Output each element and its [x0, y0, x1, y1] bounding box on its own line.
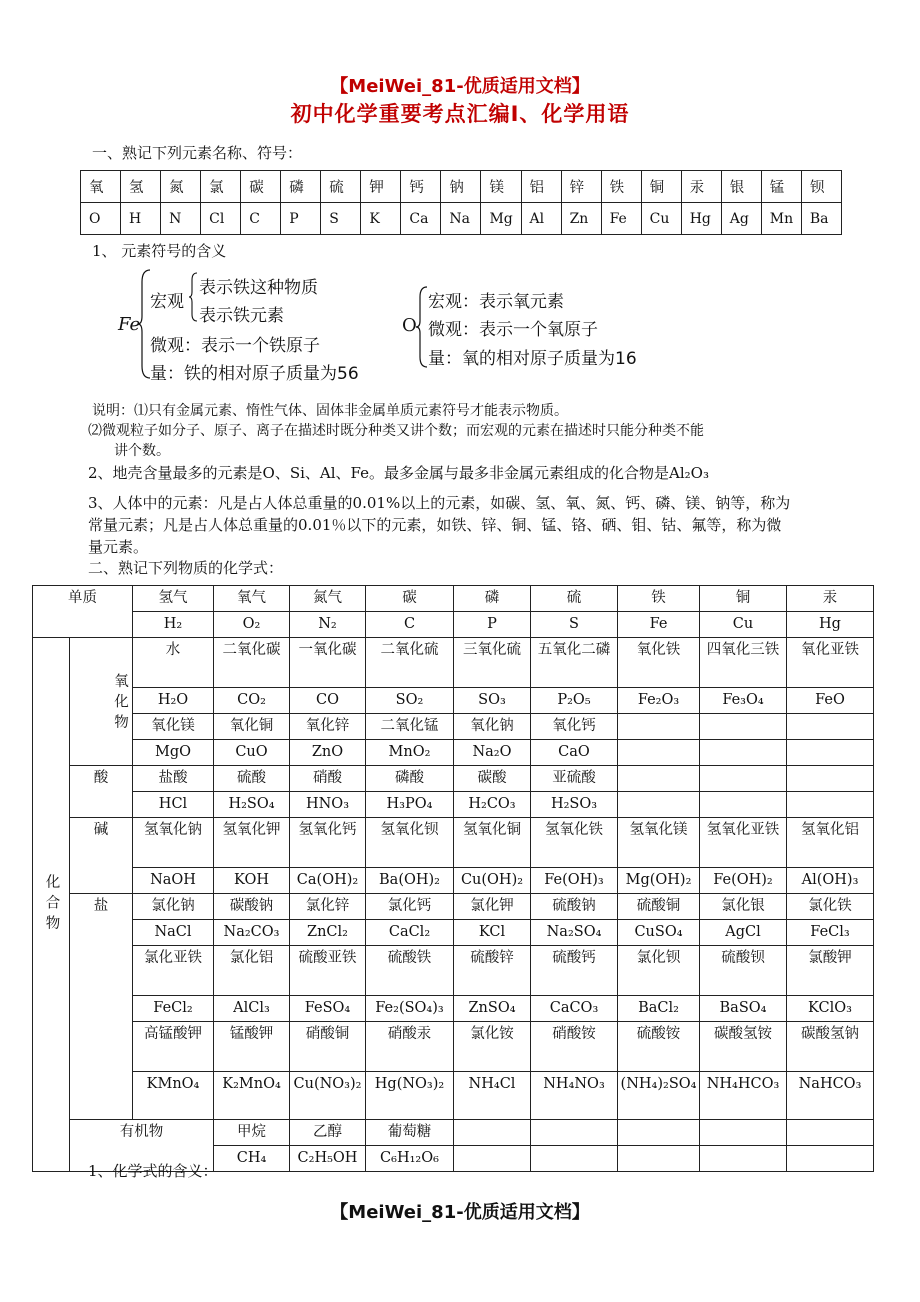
substance-name-cell: 氧化镁 — [133, 714, 214, 740]
element-symbol-cell: O — [81, 203, 121, 235]
element-name-cell: 铁 — [601, 171, 641, 203]
substance-name-cell: 氧化钠 — [454, 714, 531, 740]
category-compound: 化合物 — [33, 638, 70, 1172]
body-note-3: 量元素。 — [88, 538, 149, 556]
substance-formula-cell: C — [366, 612, 454, 638]
substance-name-cell: 二氧化锰 — [366, 714, 454, 740]
compound-name-row — [33, 1120, 874, 1146]
substance-name-cell: 硫酸铜 — [618, 894, 700, 920]
o-mass: 量：氧的相对原子质量为16 — [428, 349, 637, 369]
compound-name-row — [33, 638, 874, 688]
substance-formula-cell — [787, 740, 874, 766]
substance-name-cell: 汞 — [787, 586, 874, 612]
substance-formula-cell: O₂ — [214, 612, 290, 638]
element-name-cell: 碳 — [241, 171, 281, 203]
crust-note: 2、地壳含量最多的元素是O、Si、Al、Fe。最多金属与最多非金属元素组成的化合物是Al₂O₃ — [88, 464, 709, 482]
substance-name-cell: 氯化铁 — [787, 894, 874, 920]
substance-formula-cell: Fe(OH)₂ — [700, 868, 787, 894]
substance-name-cell: 氧化铜 — [214, 714, 290, 740]
substance-formula-cell: Cu(OH)₂ — [454, 868, 531, 894]
substance-formula-cell: FeCl₂ — [133, 996, 214, 1022]
element-symbol-cell: Ag — [721, 203, 761, 235]
substance-formula-cell — [454, 1146, 531, 1172]
compound-formula-row — [33, 996, 874, 1022]
page-header: 【MeiWei_81-优质适用文档】 — [330, 76, 590, 97]
compound-name-row — [33, 946, 874, 996]
substance-name-cell: 硫 — [531, 586, 618, 612]
substance-name-cell — [454, 1120, 531, 1146]
substance-formula-cell: SO₂ — [366, 688, 454, 714]
substance-formula-cell: Al(OH)₃ — [787, 868, 874, 894]
substance-formula-cell: FeSO₄ — [290, 996, 366, 1022]
substance-name-cell: 一氧化碳 — [290, 638, 366, 688]
substance-formula-cell: CH₄ — [214, 1146, 290, 1172]
substance-formula-cell — [618, 740, 700, 766]
substance-formula-cell: N₂ — [290, 612, 366, 638]
note-2b: 讲个数。 — [114, 443, 170, 459]
page-title: 初中化学重要考点汇编Ⅰ、化学用语 — [290, 102, 630, 126]
substance-name-cell: 二氧化碳 — [214, 638, 290, 688]
element-name-cell: 氧 — [81, 171, 121, 203]
substance-formula-cell: Hg(NO₃)₂ — [366, 1072, 454, 1120]
substance-name-cell: 硫酸锌 — [454, 946, 531, 996]
substance-formula-cell: HCl — [133, 792, 214, 818]
substance-name-cell — [700, 766, 787, 792]
substance-name-cell: 碳酸氢钠 — [787, 1022, 874, 1072]
substance-formula-cell: Cu — [700, 612, 787, 638]
substance-name-cell: 氧气 — [214, 586, 290, 612]
substance-name-cell: 磷 — [454, 586, 531, 612]
substance-name-cell: 碳酸钠 — [214, 894, 290, 920]
element-symbol-cell: N — [161, 203, 201, 235]
substance-formula-cell: CaCl₂ — [366, 920, 454, 946]
substance-formula-cell: MgO — [133, 740, 214, 766]
substance-name-cell: 亚硫酸 — [531, 766, 618, 792]
substance-formula-cell: AlCl₃ — [214, 996, 290, 1022]
element-symbol-cell: Ba — [801, 203, 841, 235]
substance-formula-cell: Fe₂(SO₄)₃ — [366, 996, 454, 1022]
fe-micro: 微观：表示一个铁原子 — [150, 336, 320, 356]
substance-name-cell: 氧化锌 — [290, 714, 366, 740]
substance-name-cell: 氢氧化亚铁 — [700, 818, 787, 868]
element-symbol-cell: Cu — [641, 203, 681, 235]
substance-name-cell: 氯化钙 — [366, 894, 454, 920]
substance-name-cell: 铜 — [700, 586, 787, 612]
substance-name-cell — [787, 766, 874, 792]
element-symbol-cell: Na — [441, 203, 481, 235]
substance-name-cell: 氯化亚铁 — [133, 946, 214, 996]
substance-formula-cell: Mg(OH)₂ — [618, 868, 700, 894]
substance-formula-cell: Fe₂O₃ — [618, 688, 700, 714]
substance-formula-cell: K₂MnO₄ — [214, 1072, 290, 1120]
substance-name-cell: 氯酸钾 — [787, 946, 874, 996]
substance-formula-cell: C₆H₁₂O₆ — [366, 1146, 454, 1172]
substance-formula-cell: FeCl₃ — [787, 920, 874, 946]
substance-name-cell: 氯化钠 — [133, 894, 214, 920]
formula-meaning-heading: 1、化学式的含义： — [88, 1162, 218, 1180]
substance-name-cell: 磷酸 — [366, 766, 454, 792]
fe-macro-brace — [188, 272, 198, 322]
substance-name-cell: 乙醇 — [290, 1120, 366, 1146]
substance-name-cell: 硫酸 — [214, 766, 290, 792]
element-name-cell: 钠 — [441, 171, 481, 203]
substance-formula-cell: P₂O₅ — [531, 688, 618, 714]
body-note-2: 常量元素；凡是占人体总重量的0.01％以下的元素，如铁、锌、铜、锰、铬、硒、钼、钴、氟等，称为微 — [88, 516, 782, 534]
element-name-cell: 磷 — [281, 171, 321, 203]
element-symbol-cell: Zn — [561, 203, 601, 235]
substance-formula-cell: Fe — [618, 612, 700, 638]
element-name-cell: 银 — [721, 171, 761, 203]
substance-name-cell — [618, 1120, 700, 1146]
substance-formula-cell: NH₄Cl — [454, 1072, 531, 1120]
compound-formula-row — [33, 740, 874, 766]
substance-name-cell: 葡萄糖 — [366, 1120, 454, 1146]
substance-name-cell — [700, 714, 787, 740]
substance-name-cell: 硫酸钠 — [531, 894, 618, 920]
compound-formula-row — [33, 688, 874, 714]
substance-name-cell: 氢氧化镁 — [618, 818, 700, 868]
substance-formula-cell — [531, 1146, 618, 1172]
page-footer: 【MeiWei_81-优质适用文档】 — [330, 1202, 590, 1223]
substance-formula-cell: H₂SO₃ — [531, 792, 618, 818]
substance-formula-cell: FeO — [787, 688, 874, 714]
substance-formula-cell: MnO₂ — [366, 740, 454, 766]
element-symbol-cell: Mn — [761, 203, 801, 235]
substance-formula-cell: HNO₃ — [290, 792, 366, 818]
substance-name-cell: 氯化铵 — [454, 1022, 531, 1072]
substance-name-cell: 氯化铝 — [214, 946, 290, 996]
element-symbols-row — [81, 203, 842, 235]
compound-name-row — [33, 714, 874, 740]
element-symbol-cell: P — [281, 203, 321, 235]
substance-formula-cell: P — [454, 612, 531, 638]
substance-formula-cell: Ba(OH)₂ — [366, 868, 454, 894]
substance-formula-cell: ZnSO₄ — [454, 996, 531, 1022]
element-symbol-cell: Hg — [681, 203, 721, 235]
element-name-cell: 钙 — [401, 171, 441, 203]
fe-symbol: Fe — [118, 314, 141, 335]
substance-formula-cell: KClO₃ — [787, 996, 874, 1022]
substance-name-cell: 硝酸 — [290, 766, 366, 792]
substance-name-cell: 四氧化三铁 — [700, 638, 787, 688]
substance-name-cell: 五氧化二磷 — [531, 638, 618, 688]
substance-formula-cell: H₂ — [133, 612, 214, 638]
substance-name-cell: 氢氧化钙 — [290, 818, 366, 868]
element-symbol-cell: Ca — [401, 203, 441, 235]
substance-formula-cell: NaHCO₃ — [787, 1072, 874, 1120]
substance-name-cell: 氯化钡 — [618, 946, 700, 996]
substance-formula-cell: CuSO₄ — [618, 920, 700, 946]
substance-formula-cell: Cu(NO₃)₂ — [290, 1072, 366, 1120]
element-name-cell: 汞 — [681, 171, 721, 203]
element-name-cell: 氮 — [161, 171, 201, 203]
substance-name-cell: 氢气 — [133, 586, 214, 612]
substance-name-cell: 氢氧化钠 — [133, 818, 214, 868]
substance-name-cell: 硫酸钡 — [700, 946, 787, 996]
element-name-cell: 铝 — [521, 171, 561, 203]
substance-name-cell: 锰酸钾 — [214, 1022, 290, 1072]
element-symbol-cell: K — [361, 203, 401, 235]
substance-name-cell: 碳酸氢铵 — [700, 1022, 787, 1072]
note-1: 说明：⑴只有金属元素、惰性气体、固体非金属单质元素符号才能表示物质。 — [92, 403, 568, 419]
substance-name-cell: 硝酸铵 — [531, 1022, 618, 1072]
substance-formula-cell: ZnCl₂ — [290, 920, 366, 946]
substance-name-cell — [787, 714, 874, 740]
substance-name-cell: 甲烷 — [214, 1120, 290, 1146]
substance-name-cell: 三氧化硫 — [454, 638, 531, 688]
element-symbol-cell: Mg — [481, 203, 521, 235]
o-brace — [416, 285, 428, 369]
substance-name-cell: 氧化钙 — [531, 714, 618, 740]
substance-formula-cell: ZnO — [290, 740, 366, 766]
substance-name-cell: 氢氧化铜 — [454, 818, 531, 868]
substance-name-cell: 硫酸钙 — [531, 946, 618, 996]
compound-table — [32, 585, 874, 1172]
substance-name-cell: 硫酸铁 — [366, 946, 454, 996]
substance-formula-cell: CaCO₃ — [531, 996, 618, 1022]
substance-name-cell: 氯化银 — [700, 894, 787, 920]
compound-formula-row — [33, 868, 874, 894]
meaning-heading: 1、 元素符号的含义 — [92, 242, 227, 260]
element-name-cell: 锌 — [561, 171, 601, 203]
substance-formula-cell — [618, 1146, 700, 1172]
substance-formula-cell: NH₄NO₃ — [531, 1072, 618, 1120]
substance-name-cell: 二氧化硫 — [366, 638, 454, 688]
substance-formula-cell: CO — [290, 688, 366, 714]
substance-name-cell: 氢氧化钡 — [366, 818, 454, 868]
element-symbol-cell: Cl — [201, 203, 241, 235]
fe-macro-2: 表示铁元素 — [199, 306, 284, 326]
substance-formula-cell — [787, 1146, 874, 1172]
substance-formula-cell: Ca(OH)₂ — [290, 868, 366, 894]
category-base: 碱 — [70, 818, 133, 894]
substance-name-cell: 碳酸 — [454, 766, 531, 792]
compound-formula-row — [33, 792, 874, 818]
category-single: 单质 — [33, 586, 133, 638]
substance-name-cell: 硝酸铜 — [290, 1022, 366, 1072]
substance-name-cell: 氧化亚铁 — [787, 638, 874, 688]
category-acid: 酸 — [70, 766, 133, 818]
element-name-cell: 硫 — [321, 171, 361, 203]
substance-formula-cell — [618, 792, 700, 818]
substance-name-cell: 盐酸 — [133, 766, 214, 792]
substance-formula-cell: CaO — [531, 740, 618, 766]
compound-formula-row — [33, 612, 874, 638]
element-name-cell: 氢 — [121, 171, 161, 203]
element-symbol-cell: C — [241, 203, 281, 235]
substance-name-cell: 高锰酸钾 — [133, 1022, 214, 1072]
section2-heading: 二、熟记下列物质的化学式： — [88, 559, 284, 577]
substance-formula-cell: KMnO₄ — [133, 1072, 214, 1120]
body-note-1: 3、人体中的元素：凡是占人体总重量的0.01%以上的元素，如碳、氢、氧、氮、钙、磷、镁、钠等，称为 — [88, 494, 791, 512]
substance-formula-cell: S — [531, 612, 618, 638]
substance-name-cell: 氢氧化钾 — [214, 818, 290, 868]
element-name-cell: 氯 — [201, 171, 241, 203]
substance-formula-cell: KOH — [214, 868, 290, 894]
substance-name-cell — [787, 1120, 874, 1146]
fe-mass: 量：铁的相对原子质量为56 — [150, 364, 359, 384]
substance-formula-cell — [700, 740, 787, 766]
substance-name-cell: 氢氧化铁 — [531, 818, 618, 868]
fe-macro-label: 宏观 — [150, 292, 184, 312]
compound-name-row — [33, 1022, 874, 1072]
substance-name-cell: 碳 — [366, 586, 454, 612]
substance-formula-cell: AgCl — [700, 920, 787, 946]
substance-name-cell — [531, 1120, 618, 1146]
o-macro: 宏观：表示氧元素 — [428, 292, 564, 312]
element-name-cell: 铜 — [641, 171, 681, 203]
substance-formula-cell: BaSO₄ — [700, 996, 787, 1022]
compound-name-row — [33, 586, 874, 612]
element-name-cell: 钾 — [361, 171, 401, 203]
substance-formula-cell: C₂H₅OH — [290, 1146, 366, 1172]
substance-formula-cell: BaCl₂ — [618, 996, 700, 1022]
substance-name-cell: 氮气 — [290, 586, 366, 612]
o-symbol: O — [402, 315, 417, 336]
substance-formula-cell: Na₂CO₃ — [214, 920, 290, 946]
element-name-cell: 钡 — [801, 171, 841, 203]
section1-heading: 一、熟记下列元素名称、符号： — [92, 144, 303, 162]
substance-formula-cell: NaOH — [133, 868, 214, 894]
substance-name-cell: 硫酸亚铁 — [290, 946, 366, 996]
compound-formula-row — [33, 1072, 874, 1120]
substance-name-cell: 氧化铁 — [618, 638, 700, 688]
compound-formula-row — [33, 920, 874, 946]
substance-formula-cell — [700, 1146, 787, 1172]
compound-name-row — [33, 818, 874, 868]
substance-formula-cell: SO₃ — [454, 688, 531, 714]
category-organic: 有机物 — [70, 1120, 214, 1172]
substance-formula-cell: H₂CO₃ — [454, 792, 531, 818]
substance-name-cell: 硫酸铵 — [618, 1022, 700, 1072]
note-2a: ⑵微观粒子如分子、原子、离子在描述时既分种类又讲个数；而宏观的元素在描述时只能分种类不能 — [88, 423, 704, 439]
substance-formula-cell: Na₂SO₄ — [531, 920, 618, 946]
substance-formula-cell: H₃PO₄ — [366, 792, 454, 818]
substance-formula-cell: H₂O — [133, 688, 214, 714]
substance-formula-cell: Hg — [787, 612, 874, 638]
substance-formula-cell: KCl — [454, 920, 531, 946]
substance-name-cell: 氢氧化铝 — [787, 818, 874, 868]
compound-name-row — [33, 766, 874, 792]
substance-formula-cell: Fe₃O₄ — [700, 688, 787, 714]
substance-name-cell: 氯化钾 — [454, 894, 531, 920]
substance-formula-cell: NaCl — [133, 920, 214, 946]
substance-name-cell: 氯化锌 — [290, 894, 366, 920]
substance-name-cell: 水 — [133, 638, 214, 688]
substance-formula-cell — [787, 792, 874, 818]
substance-name-cell: 硝酸汞 — [366, 1022, 454, 1072]
substance-formula-cell: (NH₄)₂SO₄ — [618, 1072, 700, 1120]
element-symbol-cell: H — [121, 203, 161, 235]
category-salt: 盐 — [70, 894, 133, 1120]
element-names-row — [81, 171, 842, 203]
substance-formula-cell: H₂SO₄ — [214, 792, 290, 818]
substance-formula-cell: NH₄HCO₃ — [700, 1072, 787, 1120]
substance-name-cell: 铁 — [618, 586, 700, 612]
substance-name-cell — [700, 1120, 787, 1146]
compound-name-row — [33, 894, 874, 920]
fe-macro-1: 表示铁这种物质 — [199, 278, 318, 298]
substance-formula-cell: CuO — [214, 740, 290, 766]
o-micro: 微观：表示一个氧原子 — [428, 320, 598, 340]
substance-formula-cell: CO₂ — [214, 688, 290, 714]
element-symbol-cell: S — [321, 203, 361, 235]
substance-name-cell — [618, 766, 700, 792]
element-name-cell: 镁 — [481, 171, 521, 203]
element-symbol-cell: Al — [521, 203, 561, 235]
substance-formula-cell: Na₂O — [454, 740, 531, 766]
category-oxide: 氧化物 — [70, 638, 133, 766]
substance-formula-cell: Fe(OH)₃ — [531, 868, 618, 894]
substance-name-cell — [618, 714, 700, 740]
element-table — [80, 170, 842, 235]
substance-formula-cell — [700, 792, 787, 818]
element-name-cell: 锰 — [761, 171, 801, 203]
element-symbol-cell: Fe — [601, 203, 641, 235]
